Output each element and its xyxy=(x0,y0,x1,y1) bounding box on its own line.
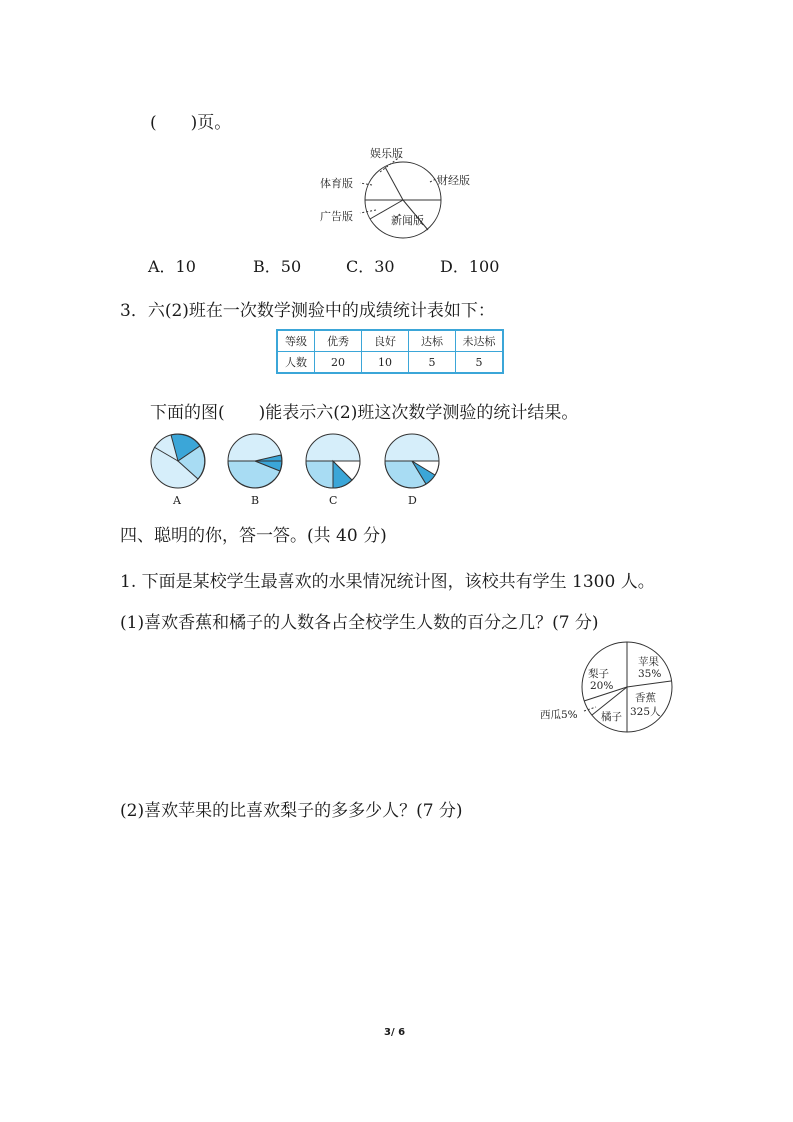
table-cell: 10 xyxy=(362,352,409,374)
fruit-watermelon: 西瓜5% xyxy=(540,709,578,721)
q2-line-end: ( )页。 xyxy=(150,113,232,133)
table-cell: 达标 xyxy=(409,330,456,352)
fruit-apple-name: 苹果 xyxy=(638,656,659,668)
pie-label-b: B xyxy=(251,494,260,507)
pie-label-finance: 财经版 xyxy=(437,174,470,187)
option-d: D．100 xyxy=(440,257,500,276)
fruit-banana-name: 香蕉 xyxy=(635,692,656,704)
section4-q1-1: (1)喜欢香蕉和橘子的人数各占全校学生人数的百分之几？(7 分) xyxy=(120,613,599,633)
pie-label-news: 新闻版 xyxy=(391,214,424,227)
pie-label-d: D xyxy=(408,494,417,507)
grade-table xyxy=(276,329,504,374)
q3-pie-options xyxy=(140,430,460,492)
pie-label-entertainment: 娱乐版 xyxy=(370,147,403,160)
fruit-pear-name: 梨子 xyxy=(588,668,609,680)
fruit-pear-pct: 20% xyxy=(590,680,614,692)
table-cell: 人数 xyxy=(277,352,315,374)
option-a: A．10 xyxy=(148,257,196,276)
page-number: 3/ 6 xyxy=(384,1027,406,1038)
fruit-apple-pct: 35% xyxy=(638,668,662,680)
fruit-banana-count: 325人 xyxy=(630,706,661,718)
pie-label-sports: 体育版 xyxy=(320,177,353,190)
pie-label-ads: 广告版 xyxy=(320,210,353,223)
table-cell: 等级 xyxy=(277,330,315,352)
option-b: B．50 xyxy=(253,257,302,276)
fruit-orange-name: 橘子 xyxy=(601,711,622,723)
pie-label-c: C xyxy=(329,494,338,507)
section4-q1-2: (2)喜欢苹果的比喜欢梨子的多多少人？(7 分) xyxy=(120,801,463,821)
pie-option-b xyxy=(228,434,282,488)
pie-option-a xyxy=(151,434,205,488)
table-cell: 优秀 xyxy=(315,330,362,352)
table-row xyxy=(277,352,503,374)
pie-label-a: A xyxy=(173,494,181,507)
table-cell: 5 xyxy=(409,352,456,374)
q3-prompt: 下面的图( )能表示六(2)班这次数学测验的统计结果。 xyxy=(150,403,579,423)
table-cell: 良好 xyxy=(362,330,409,352)
table-cell: 5 xyxy=(456,352,504,374)
table-cell: 20 xyxy=(315,352,362,374)
pie-option-d xyxy=(385,434,439,488)
table-row xyxy=(277,330,503,352)
q3-stem: 3．六(2)班在一次数学测验中的成绩统计表如下： xyxy=(120,301,495,321)
pie-option-c xyxy=(306,434,360,488)
table-cell: 未达标 xyxy=(456,330,504,352)
option-c: C．30 xyxy=(346,257,395,276)
section4-q1: 1. 下面是某校学生最喜欢的水果情况统计图，该校共有学生 1300 人。 xyxy=(120,572,655,592)
fruit-pie-chart xyxy=(570,640,680,740)
section4-heading: 四、聪明的你，答一答。(共 40 分) xyxy=(120,526,387,546)
